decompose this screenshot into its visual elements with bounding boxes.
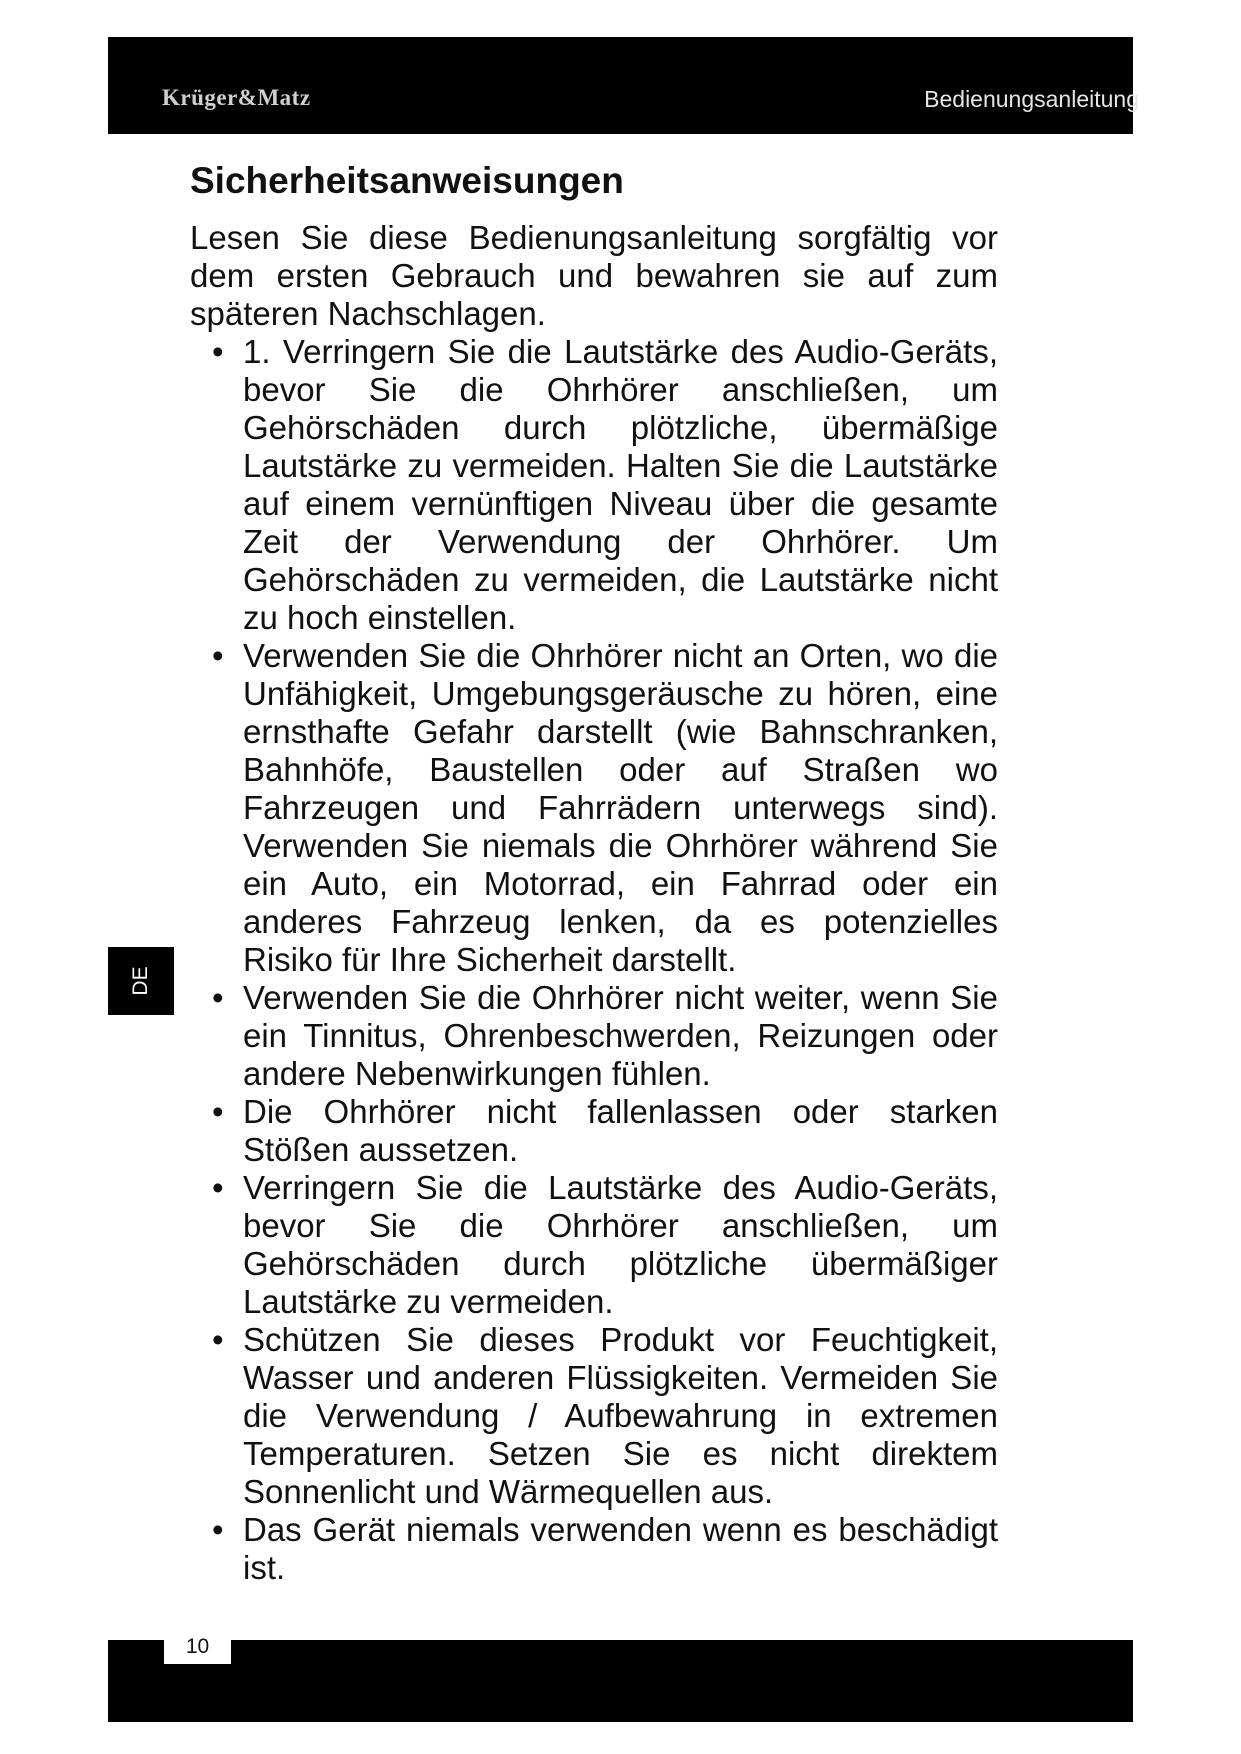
bullet-icon: • bbox=[212, 979, 224, 1016]
list-item bbox=[190, 1511, 998, 1587]
list-item-text: Die Ohrhörer nicht fallenlassen oder starken Stößen aussetzen. bbox=[243, 1093, 998, 1168]
list-item-text: 1. Verringern Sie die Lautstärke des Audio-Geräts, bevor Sie die Ohrhörer anschließen, um Gehörschäden durch plötzliche, übermäßige Lautstärke zu vermeiden. Halten Sie die Lautstärke auf einem vernünftigen Niveau über die gesamte Zeit der Verwendung der Ohrhörer. Um Gehörschäden zu vermeiden, die Lautstärke nicht zu hoch einstellen. bbox=[243, 333, 998, 636]
list-item bbox=[190, 333, 998, 637]
bullet-icon: • bbox=[212, 333, 224, 370]
list-item-text: Verwenden Sie die Ohrhörer nicht weiter, wenn Sie ein Tinnitus, Ohrenbeschwerden, Reizungen oder andere Nebenwirkungen fühlen. bbox=[243, 979, 998, 1092]
list-item bbox=[190, 1321, 998, 1511]
bullet-icon: • bbox=[212, 1093, 224, 1130]
language-tab bbox=[108, 947, 174, 1015]
intro-paragraph: Lesen Sie diese Bedienungsanleitung sorgfältig vor dem ersten Gebrauch und bewahren sie auf zum späteren Nachschlagen. bbox=[190, 219, 998, 332]
list-item-text: Schützen Sie dieses Produkt vor Feuchtigkeit, Wasser und anderen Flüssigkeiten. Vermeiden Sie die Verwendung / Aufbewahrung in extremen Temperaturen. Setzen Sie es nicht direktem Sonnenlicht und Wärmequellen aus. bbox=[243, 1321, 998, 1510]
list-item bbox=[190, 979, 998, 1093]
list-item bbox=[190, 1169, 998, 1321]
list-item-text: Verringern Sie die Lautstärke des Audio-Geräts, bevor Sie die Ohrhörer anschließen, um Gehörschäden durch plötzliche übermäßiger Lautstärke zu vermeiden. bbox=[243, 1169, 998, 1320]
safety-instructions-list bbox=[190, 333, 998, 1587]
brand-logo: Krüger&Matz bbox=[162, 85, 311, 110]
list-item-text: Verwenden Sie die Ohrhörer nicht an Orten, wo die Unfähigkeit, Umgebungsgeräusche zu hören, eine ernsthafte Gefahr darstellt (wie Bahnschranken, Bahnhöfe, Baustellen oder auf Straßen wo Fahrzeugen und Fahrrädern unterwegs sind). Verwenden Sie niemals die Ohrhörer während Sie ein Auto, ein Motorrad, ein Fahrrad oder ein anderes Fahrzeug lenken, da es potenzielles Risiko für Ihre Sicherheit darstellt. bbox=[243, 637, 998, 978]
language-label: DE bbox=[129, 966, 152, 996]
page-number: 10 bbox=[164, 1632, 231, 1664]
main-content bbox=[190, 155, 998, 1587]
footer-bar bbox=[108, 1640, 1133, 1722]
page-title: Sicherheitsanweisungen bbox=[190, 160, 624, 201]
bullet-icon: • bbox=[212, 1511, 224, 1548]
bullet-icon: • bbox=[212, 637, 224, 674]
bullet-icon: • bbox=[212, 1321, 224, 1358]
list-item-text: Das Gerät niemals verwenden wenn es beschädigt ist. bbox=[243, 1511, 998, 1586]
bullet-icon: • bbox=[212, 1169, 224, 1206]
list-item bbox=[190, 637, 998, 979]
list-item bbox=[190, 1093, 998, 1169]
header-title: Bedienungsanleitung bbox=[924, 86, 1139, 112]
